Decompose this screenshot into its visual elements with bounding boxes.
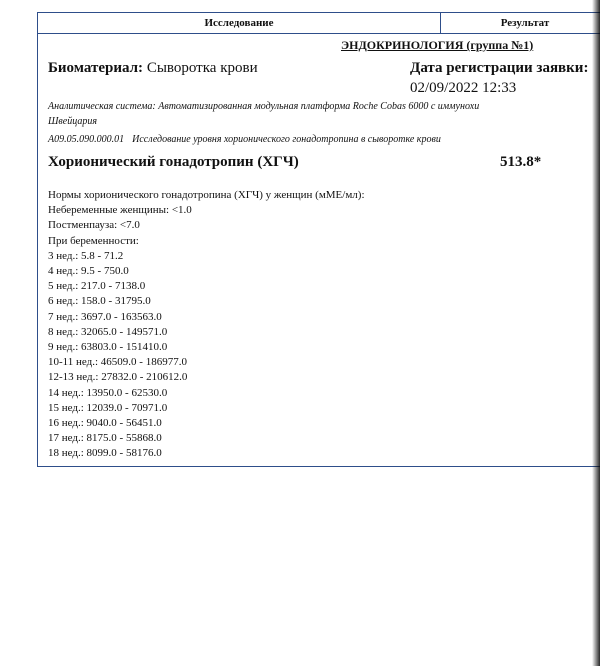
header-result-label: Результат xyxy=(500,17,550,29)
frame-bottom-border xyxy=(37,466,600,467)
registration-label: Дата регистрации заявки: xyxy=(410,60,589,76)
header-result-cell xyxy=(440,12,600,34)
norms-line: 4 нед.: 9.5 - 750.0 xyxy=(48,265,129,278)
norms-line: Небеременные женщины: <1.0 xyxy=(48,204,192,217)
norms-line: 17 нед.: 8175.0 - 55868.0 xyxy=(48,432,162,445)
norms-line: 14 нед.: 13950.0 - 62530.0 xyxy=(48,386,168,399)
norms-line: Постменпауза: <7.0 xyxy=(48,219,140,232)
norms-line: 10-11 нед.: 46509.0 - 186977.0 xyxy=(48,356,187,369)
test-result: 513.8* xyxy=(500,154,542,170)
test-name: Хорионический гонадотропин (ХГЧ) xyxy=(48,154,299,170)
header-study-label: Исследование xyxy=(204,17,274,29)
right-edge-shadow xyxy=(592,0,600,666)
norms-line: При беременности: xyxy=(48,234,139,247)
service-name: Исследование уровня хорионического гонадотропина в сыворотке крови xyxy=(132,134,441,145)
norms-line: 5 нед.: 217.0 - 7138.0 xyxy=(48,280,146,293)
frame-left-border xyxy=(37,34,38,466)
norms-line: 6 нед.: 158.0 - 31795.0 xyxy=(48,295,151,308)
biomaterial-label: Биоматериал: xyxy=(48,60,144,76)
norms-line: 3 нед.: 5.8 - 71.2 xyxy=(48,249,124,262)
norms-line: 8 нед.: 32065.0 - 149571.0 xyxy=(48,325,168,338)
norms-title: Нормы хорионического гонадотропина (ХГЧ) у женщин (мМЕ/мл): xyxy=(48,189,365,201)
norms-line: 7 нед.: 3697.0 - 163563.0 xyxy=(48,310,162,323)
norms-line: 16 нед.: 9040.0 - 56451.0 xyxy=(48,417,162,430)
norms-line: 15 нед.: 12039.0 - 70971.0 xyxy=(48,401,168,414)
norms-line: 12-13 нед.: 27832.0 - 210612.0 xyxy=(48,371,188,384)
service-code: A09.05.090.000.01 xyxy=(48,134,125,145)
analyzer-line-2: Швейцария xyxy=(48,116,97,127)
service-line xyxy=(48,134,449,145)
header-study-cell xyxy=(37,12,441,34)
registration-value: 02/09/2022 12:33 xyxy=(410,80,517,96)
biomaterial xyxy=(48,60,258,77)
section-title: ЭНДОКРИНОЛОГИЯ (группа №1) xyxy=(341,38,534,52)
analyzer-line-1: Аналитическая система: Автоматизированная модульная платформа Roche Cobas 6000 с иммунохи xyxy=(48,101,480,112)
norms-line: 9 нед.: 63803.0 - 151410.0 xyxy=(48,341,168,354)
norms-block xyxy=(48,188,365,462)
biomaterial-value: Сыворотка крови xyxy=(146,60,258,76)
norms-line: 18 нед.: 8099.0 - 58176.0 xyxy=(48,447,162,460)
